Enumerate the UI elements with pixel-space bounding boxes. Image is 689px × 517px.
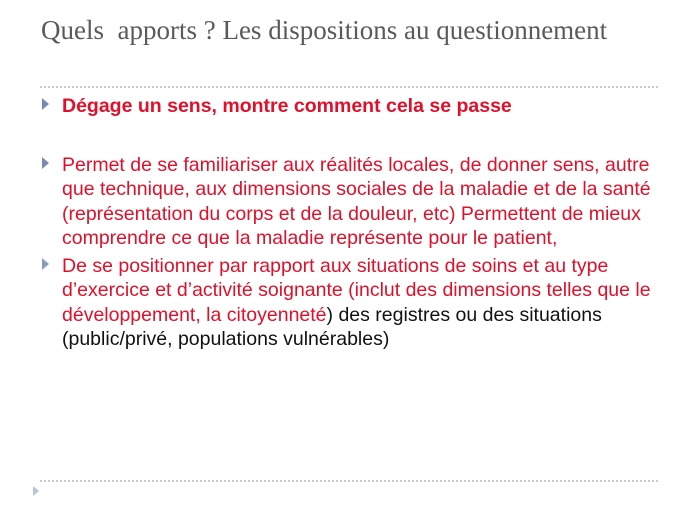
bullet-text-3-red: De se positionner par rapport aux situations de soins et au type d’exercice et d’activité soignante (inclut des dimensions telles que le développement, la citoyenneté (62, 254, 651, 326)
bullet-item-3 (40, 254, 660, 352)
slide-title: Quels apports ? Les dispositions au questionnement (41, 15, 608, 45)
triangle-bullet-icon (42, 258, 49, 270)
title-divider (40, 86, 658, 88)
bullet-text-2: Permet de se familiariser aux réalités locales, de donner sens, autre que technique, aux dimensions sociales de la maladie et de la santé (représentation du corps et de la douleur, etc) Permettent de mieux comprendre ce que la maladie représente pour le patient, (62, 153, 651, 249)
footer-divider (40, 480, 658, 482)
bullet-item-2 (40, 153, 660, 251)
bullet-text-1: Dégage un sens, montre comment cela se passe (62, 95, 512, 117)
triangle-bullet-icon (42, 98, 49, 110)
bullet-text-3-black: ) des registres ou des situations (public/privé, populations vulnérables) (62, 303, 602, 350)
bullet-item-1 (40, 94, 660, 119)
triangle-bullet-icon (42, 157, 49, 169)
slide-body (40, 94, 660, 352)
slide-corner-triangle-icon (33, 486, 39, 496)
